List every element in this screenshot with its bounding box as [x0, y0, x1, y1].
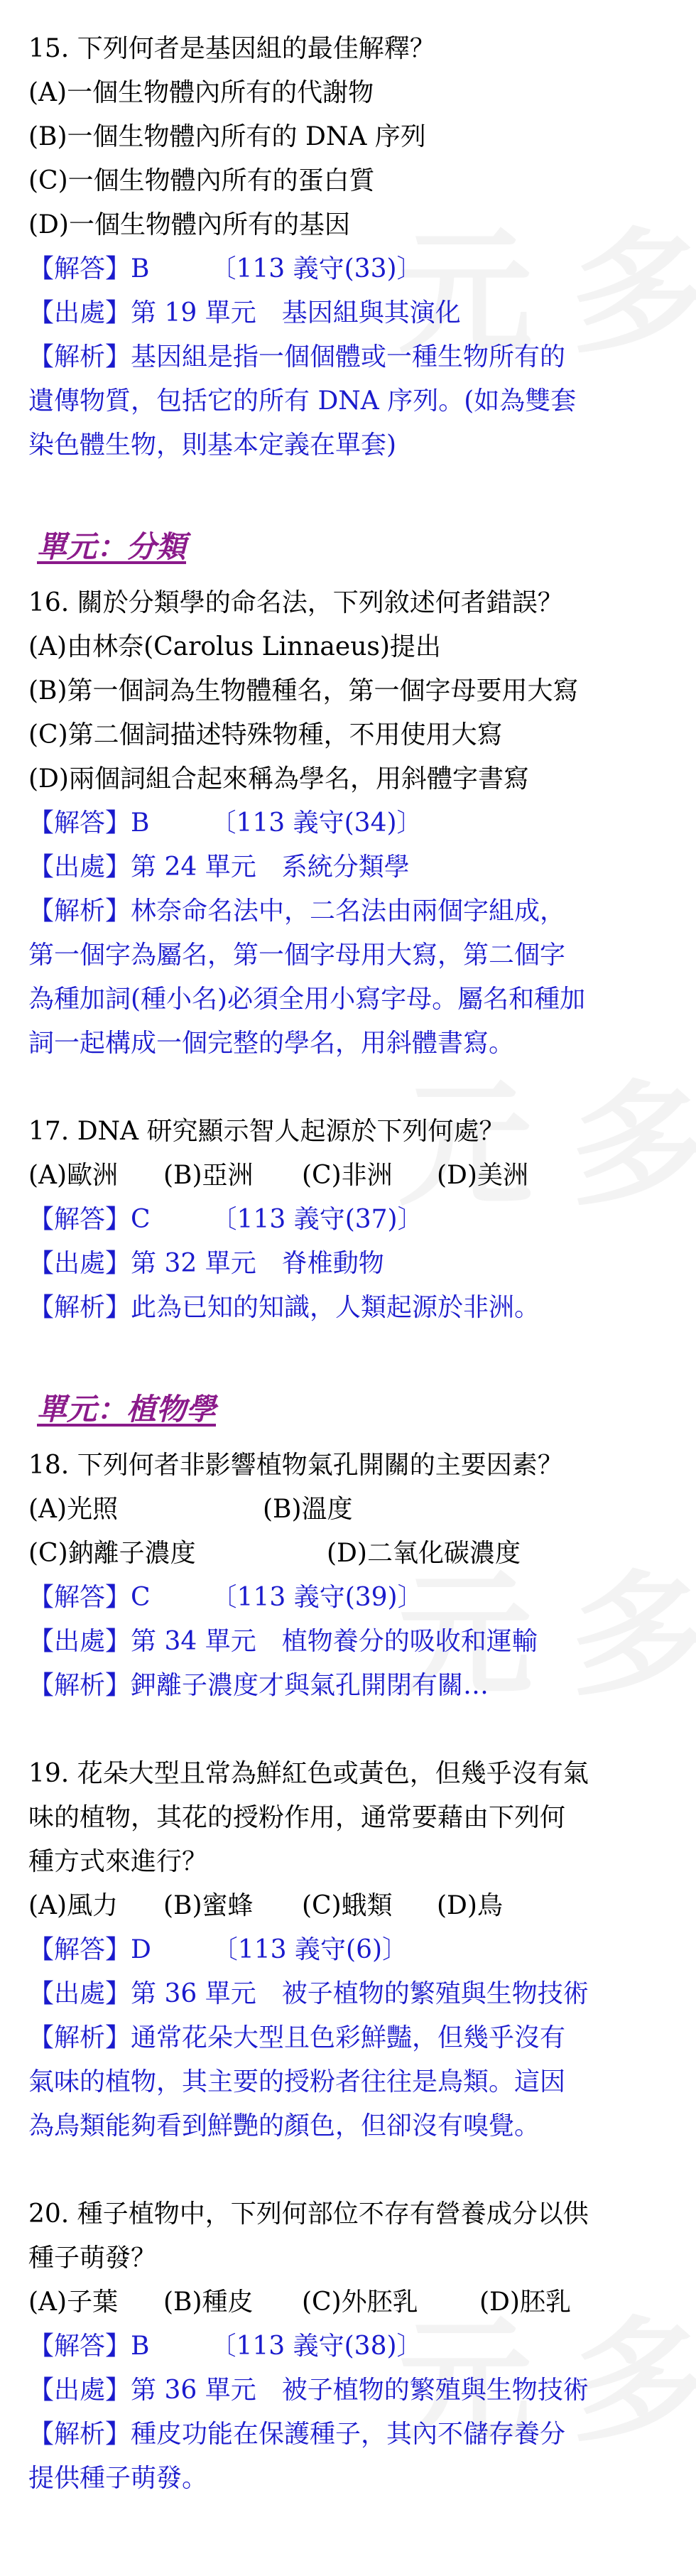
question-19: [28, 1752, 675, 2148]
analysis-line: 為鳥類能夠看到鮮艷的顏色，但卻沒有嗅覺。: [28, 2111, 540, 2141]
option-a: (A)一個生物體內所有的代謝物: [28, 78, 374, 107]
analysis-line: 氣味的植物，其主要的授粉者往往是鳥類。這因: [28, 2067, 566, 2096]
analysis-line: 染色體生物，則基本定義在單套): [28, 431, 397, 460]
answer-line: [28, 1198, 675, 1242]
option-a: (A)由林奈(Carolus Linnaeus)提出: [28, 632, 441, 661]
option-c: (C)第二個詞描述特殊物種，不用使用大寫: [28, 720, 503, 749]
options-row: [28, 1488, 675, 1532]
analysis-line: 【解析】鉀離子濃度才與氣孔開閉有關…: [28, 1671, 489, 1700]
question-stem: 種方式來進行？: [28, 1847, 208, 1876]
options-row: [28, 2280, 675, 2325]
question-stem: 16. 關於分類學的命名法，下列敘述何者錯誤？: [28, 588, 563, 617]
analysis-line: 詞一起構成一個完整的學名，用斜體書寫。: [28, 1029, 515, 1058]
option-c: (C)蛾類: [302, 1891, 393, 1920]
analysis-line: 【解析】種皮功能在保護種子，其內不儲存養分: [28, 2420, 566, 2449]
question-stem: 18. 下列何者非影響植物氣孔開關的主要因素？: [28, 1451, 563, 1480]
option-b: (B)溫度: [263, 1495, 353, 1524]
answer-label: 【解答】B: [28, 254, 150, 283]
answer-line: [28, 1928, 675, 1972]
option-b: (B)種皮: [163, 2288, 254, 2317]
answer-line: [28, 2325, 675, 2369]
option-d: (D)胚乳: [479, 2288, 571, 2317]
answer-line: [28, 247, 675, 291]
question-stem: 15. 下列何者是基因組的最佳解釋？: [28, 34, 435, 63]
origin-line: 【出處】第 32 單元 脊椎動物: [28, 1249, 384, 1278]
question-stem: 味的植物，其花的授粉作用，通常要藉由下列何: [28, 1803, 566, 1832]
option-d: (D)鳥: [437, 1891, 503, 1920]
question-15: [28, 27, 675, 467]
analysis-line: 遺傳物質，包括它的所有 DNA 序列。(如為雙套: [28, 386, 577, 416]
option-a: (A)子葉: [28, 2288, 119, 2317]
answer-source: 〔113 義守(34)〕: [210, 808, 423, 838]
analysis-line: 第一個字為屬名，第一個字母用大寫，第二個字: [28, 941, 566, 970]
option-c: (C)一個生物體內所有的蛋白質: [28, 166, 375, 195]
unit-heading: 單元：植物學: [37, 1392, 217, 1427]
question-stem: 17. DNA 研究顯示智人起源於下列何處？: [28, 1117, 505, 1146]
option-a: (A)風力: [28, 1891, 119, 1920]
options-row: [28, 1884, 675, 1928]
analysis-line: 為種加詞(種小名)必須全用小寫字母。屬名和種加: [28, 985, 586, 1014]
origin-line: 【出處】第 19 單元 基因組與其演化: [28, 298, 461, 328]
options-row: [28, 1154, 675, 1198]
question-18: [28, 1444, 675, 1708]
answer-source: 〔113 義守(37)〕: [211, 1205, 423, 1234]
option-b: (B)蜜蜂: [163, 1891, 254, 1920]
answer-label: 【解答】C: [28, 1583, 151, 1612]
answer-label: 【解答】D: [28, 1935, 151, 1964]
answer-label: 【解答】B: [28, 2332, 150, 2361]
answer-source: 〔113 義守(38)〕: [210, 2332, 423, 2361]
answer-line: [28, 801, 675, 845]
option-d: (D)美洲: [437, 1161, 528, 1190]
origin-line: 【出處】第 36 單元 被子植物的繁殖與生物技術: [28, 2376, 589, 2405]
question-stem: 種子萌發？: [28, 2244, 157, 2273]
unit-heading: 單元：分類: [37, 529, 187, 564]
question-16: [28, 581, 675, 1066]
question-20: [28, 2192, 675, 2501]
option-b: (B)一個生物體內所有的 DNA 序列: [28, 122, 426, 151]
option-c: (C)外胚乳: [302, 2288, 418, 2317]
analysis-line: 【解析】此為已知的知識，人類起源於非洲。: [28, 1293, 540, 1322]
answer-label: 【解答】B: [28, 808, 150, 838]
question-stem: 20. 種子植物中，下列何部位不存有營養成分以供: [28, 2199, 589, 2229]
option-d: (D)二氧化碳濃度: [327, 1539, 521, 1568]
option-d: (D)一個生物體內所有的基因: [28, 210, 350, 239]
answer-source: 〔113 義守(33)〕: [210, 254, 423, 283]
analysis-line: 【解析】基因組是指一個個體或一種生物所有的: [28, 342, 566, 372]
option-b: (B)第一個詞為生物體種名，第一個字母要用大寫: [28, 676, 579, 705]
origin-line: 【出處】第 36 單元 被子植物的繁殖與生物技術: [28, 1979, 589, 2008]
options-row: [28, 1532, 675, 1576]
option-a: (A)光照: [28, 1495, 119, 1524]
analysis-line: 提供種子萌發。: [28, 2464, 208, 2493]
option-a: (A)歐洲: [28, 1161, 119, 1190]
option-c: (C)非洲: [302, 1161, 393, 1190]
option-d: (D)兩個詞組合起來稱為學名，用斜體字書寫: [28, 764, 529, 794]
origin-line: 【出處】第 34 單元 植物養分的吸收和運輸: [28, 1627, 538, 1656]
analysis-line: 【解析】林奈命名法中，二名法由兩個字組成，: [28, 897, 566, 926]
origin-line: 【出處】第 24 單元 系統分類學: [28, 853, 410, 882]
document-content: [28, 27, 675, 2501]
answer-line: [28, 1576, 675, 1620]
option-b: (B)亞洲: [163, 1161, 254, 1190]
answer-source: 〔113 義守(6)〕: [212, 1935, 408, 1964]
answer-source: 〔113 義守(39)〕: [211, 1583, 423, 1612]
question-17: [28, 1110, 675, 1330]
question-stem: 19. 花朵大型且常為鮮紅色或黃色，但幾乎沒有氣: [28, 1759, 589, 1788]
answer-label: 【解答】C: [28, 1205, 151, 1234]
option-c: (C)鈉離子濃度: [28, 1539, 196, 1568]
analysis-line: 【解析】通常花朵大型且色彩鮮豔，但幾乎沒有: [28, 2023, 566, 2052]
